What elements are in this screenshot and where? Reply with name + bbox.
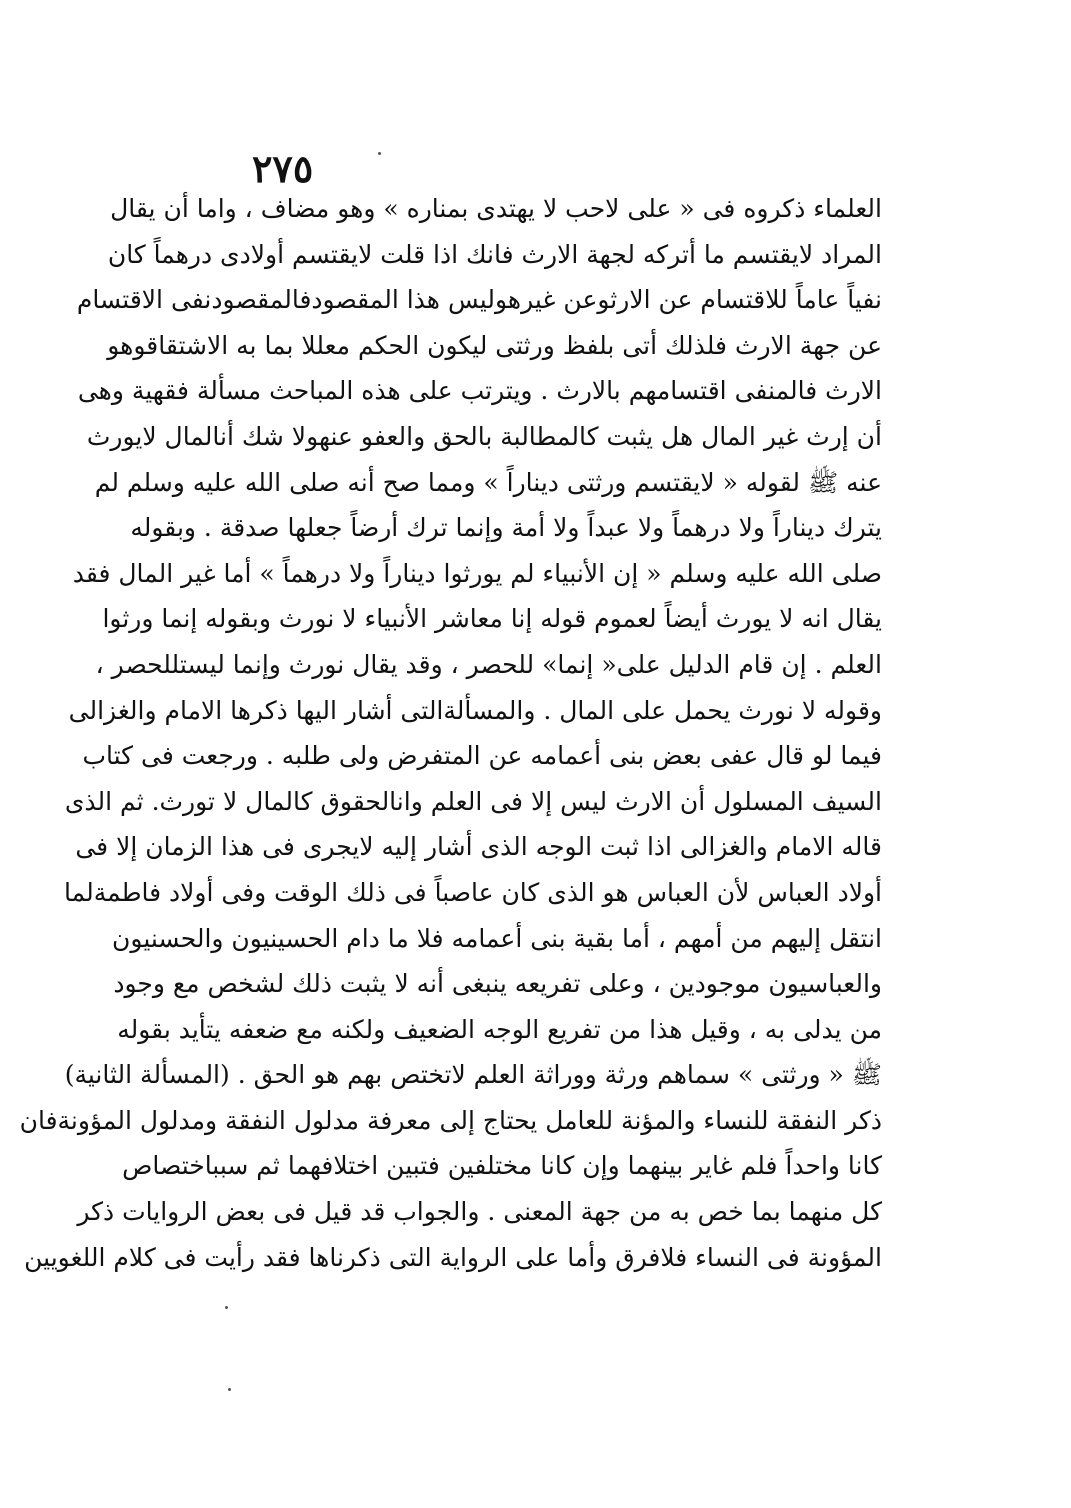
text-line: والعباسيون موجودين ، وعلى تفريعه ينبغى أنه لا يثبت ذلك لشخص مع وجود xyxy=(113,969,882,999)
text-line: كانا واحداً فلم غاير بينهما وإن كانا مختلفين فتبين اختلافهما ثم سبباختصاص xyxy=(122,1151,882,1181)
text-line: ذكر النفقة للنساء والمؤنة للعامل يحتاج إلى معرفة مدلول النفقة ومدلول المؤونةفان xyxy=(19,1105,882,1135)
text-line: ﷺ « ورثتى » سماهم ورثة ووراثة العلم لاتختص بهم هو الحق . (المسألة الثانية) xyxy=(64,1060,882,1090)
text-line: العلم . إن قام الدليل على« إنما» للحصر ، وقد يقال نورث وإنما ليستللحصر ، xyxy=(95,649,882,679)
text-line: المؤونة فى النساء فلافرق وأما على الرواية التى ذكرناها فقد رأيت فى كلام اللغويين xyxy=(24,1242,882,1272)
text-line: صلى الله عليه وسلم « إن الأنبياء لم يورثوا ديناراً ولا درهماً » أما غير المال فقد xyxy=(72,558,882,588)
text-line: العلماء ذكروه فى « على لاحب لا يهتدى بمناره » وهو مضاف ، واما أن يقال xyxy=(110,194,882,223)
text-line: يقال انه لا يورث أيضاً لعموم قوله إنا معاشر الأنبياء لا نورث وبقوله إنما ورثوا xyxy=(102,604,882,634)
text-line: أن إرث غير المال هل يثبت كالمطالبة بالحق والعفو عنهولا شك أنالمال لايورث xyxy=(86,421,882,451)
text-line: نفياً عاماً للاقتسام عن الارثوعن غيرهوليس هذا المقصودفالمقصودنفى الاقتسام xyxy=(76,285,882,315)
text-line: المراد لايقتسم ما أتركه لجهة الارث فانك اذا قلت لايقتسم أولادى درهماً كان xyxy=(107,239,882,269)
text-line: عنه ﷺ لقوله « لايقتسم ورثتى ديناراً » ومما صح أنه صلى الله عليه وسلم لم xyxy=(94,467,882,497)
text-line: انتقل إليهم من أمهم ، أما بقية بنى أعمامه فلا ما دام الحسينيون والحسنيون xyxy=(112,923,882,953)
text-line: السيف المسلول أن الارث ليس إلا فى العلم وانالحقوق كالمال لا تورث. ثم الذى xyxy=(64,786,882,816)
scan-speck xyxy=(228,1388,231,1391)
page-number: ٢٧٥ xyxy=(252,146,314,191)
text-line: قاله الامام والغزالى اذا ثبت الوجه الذى أشار إليه لايجرى فى هذا الزمان إلا فى xyxy=(75,832,882,862)
text-line: كل منهما بما خص به من جهة المعنى . والجواب قد قيل فى بعض الروايات ذكر xyxy=(77,1197,882,1227)
text-line: يترك ديناراً ولا درهماً ولا عبداً ولا أمة وإنما ترك أرضاً جعلها صدقة . وبقوله xyxy=(130,513,882,543)
text-line: من يدلى به ، وقيل هذا من تفريع الوجه الضعيف ولكنه مع ضعفه يتأيد بقوله xyxy=(117,1014,882,1044)
scan-speck xyxy=(225,1306,228,1309)
text-line: وقوله لا نورث يحمل على المال . والمسألةالتى أشار اليها ذكرها الامام والغزالى xyxy=(68,695,882,725)
text-line: أولاد العباس لأن العباس هو الذى كان عاصباً فى ذلك الوقت وفى أولاد فاطمةلما xyxy=(64,877,882,907)
text-line: فيما لو قال عفى بعض بنى أعمامه عن المتفرض ولى طلبه . ورجعت فى كتاب xyxy=(82,741,882,771)
text-line: الارث فالمنفى اقتسامهم بالارث . ويترتب على هذه المباحث مسألة فقهية وهى xyxy=(77,376,882,406)
text-line: عن جهة الارث فلذلك أتى بلفظ ورثتى ليكون الحكم معللا بما به الاشتقاقوهو xyxy=(107,330,882,360)
scan-speck xyxy=(378,152,381,155)
body-text xyxy=(19,186,882,1280)
